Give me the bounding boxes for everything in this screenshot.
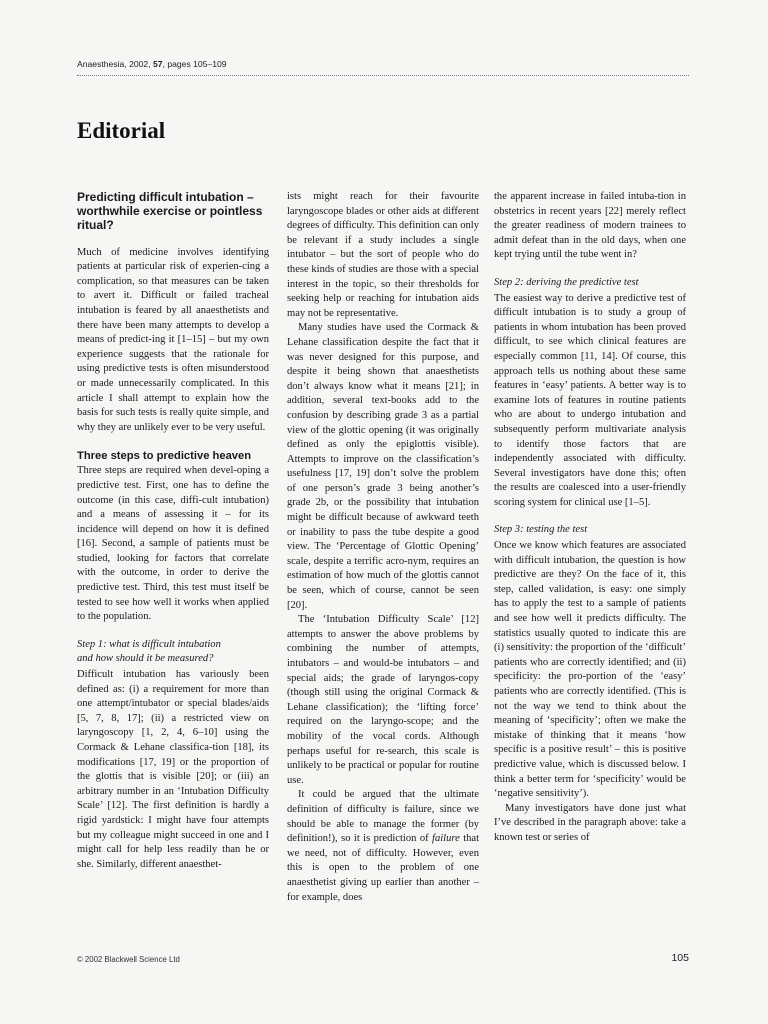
paragraph: Once we know which features are associated with difficult intubation, the question is how predictive are they? On the face of it, this step, called validation, is easy: one simply has to apply the test to a sample of patients and see how well it predicts difficulty. The statistics usually quoted to indicate this are (i) sensitivity: the proportion of the ‘difficult’ patients who are correctly identified; and (ii) specificity: the pro-portion of the ‘easy’ patients who are correctly identified. (This is not the way we tend to think about the meaning of ‘specificity’; often we make the mistake of thinking that it means ‘how specific is a positive result’ – this is positive predictive value, which is discussed below. I think a better term for ‘specificity’ would be ‘negative sensitivity’). xyxy=(494,540,686,800)
text-run: It could be argued that the ultimate definition of difficulty is failure, since we should be able to manage the former (by definition!), so it is prediction of xyxy=(287,789,479,845)
step-heading-line: Step 1: what is difficult intubation xyxy=(77,638,221,650)
copyright: © 2002 Blackwell Science Ltd xyxy=(77,955,180,964)
paragraph: Much of medicine involves identifying patients at particular risk of experien-cing a complication, so that measures can be taken to avert it. Difficult or failed tracheal intubation is feared by all anaesthetists and there have been many attempts to develop a means of predict-ing it [1–15] – but my own experience suggests that the rationale for using predictive tests is often misunderstood or made unnecessarily complicated. In this article I shall attempt to explain how the basis for such tests is really quite simple, and why they are unlikely ever to be very useful. xyxy=(77,246,269,433)
column-2 xyxy=(287,190,479,905)
step-heading-line: and how should it be measured? xyxy=(77,653,214,665)
running-head xyxy=(77,59,227,69)
paragraph: ists might reach for their favourite laryngoscope blades or other aids at different degrees of difficulty. This definition can only be relevant if a study includes a single intubator – but the sort of people who do these kinds of studies are those with a special interest in the topic, so their thresholds for seeking help or reaching for intubation aids may not be representative. xyxy=(287,191,479,319)
step-heading: Step 2: deriving the predictive test xyxy=(494,276,639,288)
subheading: Three steps to predictive heaven xyxy=(77,450,252,463)
column-3 xyxy=(494,190,686,846)
paragraph: The easiest way to derive a predictive test of difficult intubation is to study a group of patients in whom intubation has been proved difficult, to see which clinical features are especially common [11, 14]. Of course, this approach tells us nothing about these same features in ‘easy’ patients. A better way is to examine lots of features in routine patients who are about to undergo intubation and subsequently perform multivariate analysis to identify those factors that are independently associated with difficulty. Several investigators have done this; often the results are coalesced into a user-friendly scoring system for clinical use [1–5]. xyxy=(494,292,686,508)
paragraph: The ‘Intubation Difficulty Scale’ [12] attempts to answer the above problems by combining the number of attempts, intubators – and would-be intubators – and special aids; the grade of laryngos-copy (though still using the original Cormack & Lehane classification); the ‘lifting force’ required on the laryngo-scope; and the mobility of the vocal cords. Although perhaps useful for re-search, this scale is unlikely to be practical or popular for routine use. xyxy=(287,614,479,786)
paragraph: Many investigators have done just what I’ve described in the paragraph above: take a known test or series of xyxy=(494,802,686,843)
emphasis: failure xyxy=(432,833,460,845)
header-rule xyxy=(77,75,689,76)
page-range: , pages 105–109 xyxy=(162,59,227,69)
paragraph: Difficult intubation has variously been defined as: (i) a requirement for more than one attempt/intubator or special blades/aids [5, 7, 8, 17]; (ii) a restricted view on laryngoscopy [1, 2, 4, 6–10] using the Cormack & Lehane classifica-tion [18], its modifications [17, 19] or the proportion of the glottis that is visible [20]; or (iii) an arbitrary number in an ‘Intubation Difficulty Scale’ [12]. The first definition is hardly a rigid yardstick: I might have four attempts but my colleague might succeed in one and I might call for help less readily than he or she. Similarly, different anaesthet- xyxy=(77,669,269,870)
column-1 xyxy=(77,190,269,872)
text-run: that we need, not of difficulty. However, even this is open to the problem of one anaesthetist giving up earlier than another – for example, does xyxy=(287,833,480,903)
page-number: 105 xyxy=(671,952,689,964)
paragraph xyxy=(287,788,479,905)
paragraph: the apparent increase in failed intuba-tion in obstetrics in recent years [22] merely reflect the greater readiness of modern trainees to admit defeat than in the old days, when one kept trying until the tube went in? xyxy=(494,191,686,261)
volume-number: 57 xyxy=(152,59,163,69)
step-heading: Step 3: testing the test xyxy=(494,524,588,536)
paragraph: Three steps are required when devel-oping a predictive test. First, one has to define the outcome (in this case, diffi-cult intubation) and a means of assessing it – for its incidence will depend on how it is defined [16]. Second, a sample of patients must be studied, looking for factors that correlate with the outcome, in order to derive the predictive test. Third, this test must itself be tested to see how well it works when applied to the population. xyxy=(77,465,269,623)
journal-name: Anaesthesia, 2002, xyxy=(77,59,151,69)
section-title: Editorial xyxy=(77,118,166,143)
article-title: Predicting difficult intubation – worthwhile exercise or pointless ritual? xyxy=(77,190,263,233)
paragraph: Many studies have used the Cormack & Lehane classification despite the fact that it was never designed for this purpose, and despite it being shown that anaesthetists don’t always know what it means [21]; in addition, several text-books add to the confusion by describing grade 3 as a partial view of the glottic opening (it was originally defined as only the epiglottis visible). Attempts to improve on the classification’s usefulness [17, 19] don’t solve the problem of one person’s grade 3 being another’s grade 2b, or the possibility that intubation might be difficult because of awkward teeth or inability to pass the tube despite a good view. The ‘Percentage of Glottic Opening’ scale, despite a terrific acro-nym, requires an estimation of how much of the glottis cannot be seen, which of course, cannot be seen [20]. xyxy=(287,322,479,611)
step-heading xyxy=(77,638,269,667)
